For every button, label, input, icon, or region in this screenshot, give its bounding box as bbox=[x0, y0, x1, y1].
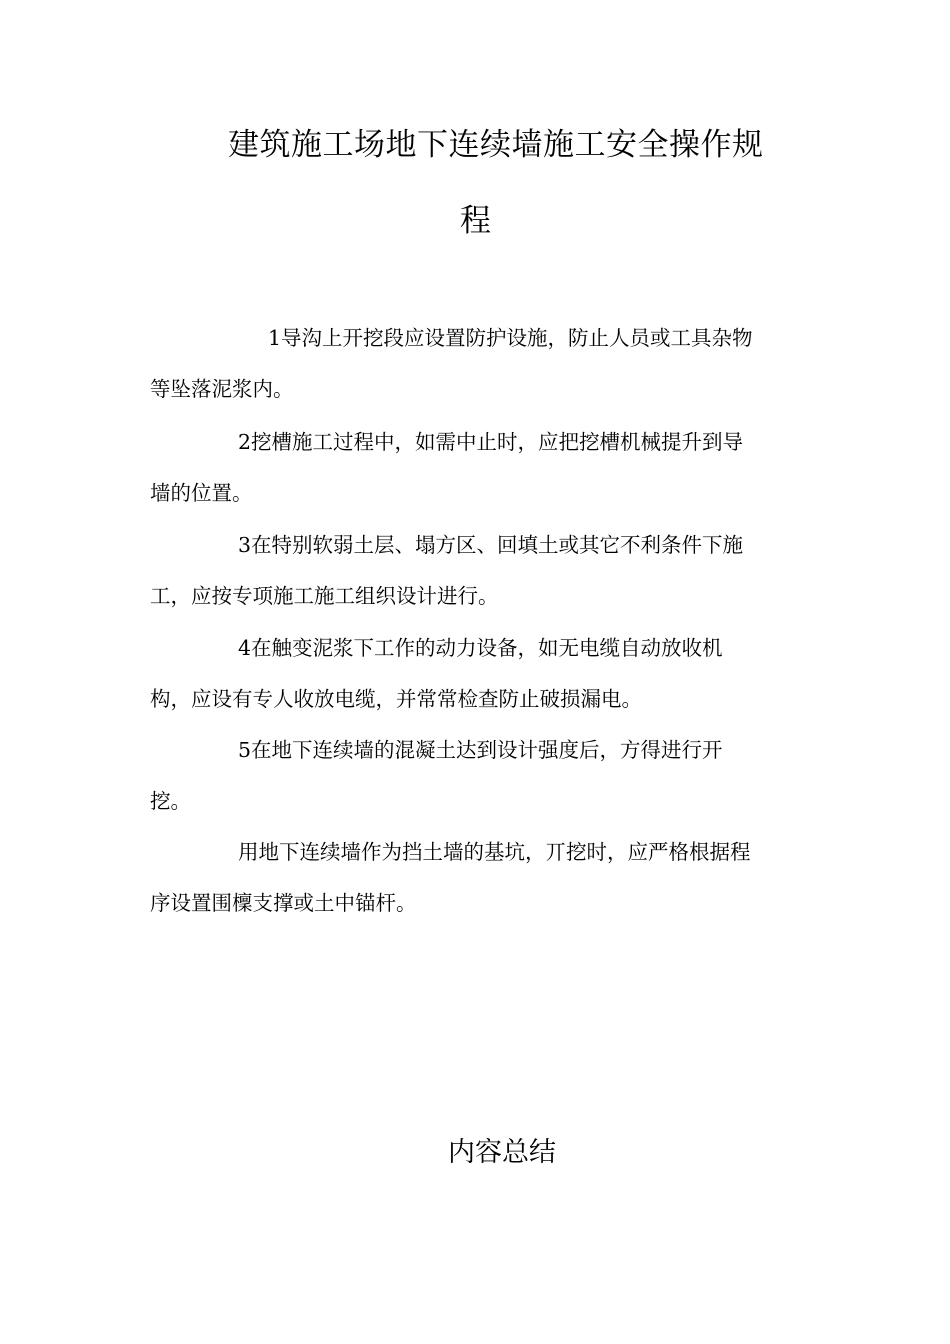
paragraph-4-line-1: 4在触变泥浆下工作的动力设备，如无电缆自动放收机 bbox=[238, 636, 723, 660]
paragraph-4-line-2: 构，应设有专人收放电缆，并常常检查防止破损漏电。 bbox=[150, 687, 642, 711]
paragraph-5 bbox=[150, 725, 810, 827]
paragraph-2-line-1: 2挖槽施工过程中，如需中止时，应把挖槽机械提升到导 bbox=[238, 430, 744, 454]
paragraph-2 bbox=[150, 417, 810, 519]
paragraph-4 bbox=[150, 623, 810, 725]
summary-heading: 内容总结 bbox=[448, 1137, 556, 1168]
paragraph-5-line-1: 5在地下连续墙的混凝土达到设计强度后，方得进行开 bbox=[238, 738, 723, 762]
paragraph-1-line-1: 1导沟上开挖段应设置防护设施，防止人员或工具杂物 bbox=[268, 326, 753, 350]
paragraph-5-line-2: 挖。 bbox=[150, 789, 191, 813]
paragraph-6-line-1: 用地下连续墙作为挡土墙的基坑，丌挖时，应严格根据程 bbox=[238, 840, 751, 864]
paragraph-6 bbox=[150, 827, 810, 929]
paragraph-3 bbox=[150, 520, 810, 622]
paragraph-3-line-1: 3在特别软弱土层、塌方区、回填土或其它不利条件下施 bbox=[238, 533, 744, 557]
document-title-line-1: 建筑施工场地下连续墙施工安全操作规 bbox=[228, 127, 764, 163]
paragraph-2-line-2: 墙的位置。 bbox=[150, 481, 253, 505]
paragraph-1 bbox=[150, 313, 810, 415]
document-title-line-2: 程 bbox=[460, 203, 492, 239]
paragraph-1-line-2: 等坠落泥浆内。 bbox=[150, 377, 294, 401]
paragraph-6-line-2: 序设置围檁支撑或土中锚杆。 bbox=[150, 891, 417, 915]
paragraph-3-line-2: 工，应按专项施工施工组织设计进行。 bbox=[150, 584, 499, 608]
